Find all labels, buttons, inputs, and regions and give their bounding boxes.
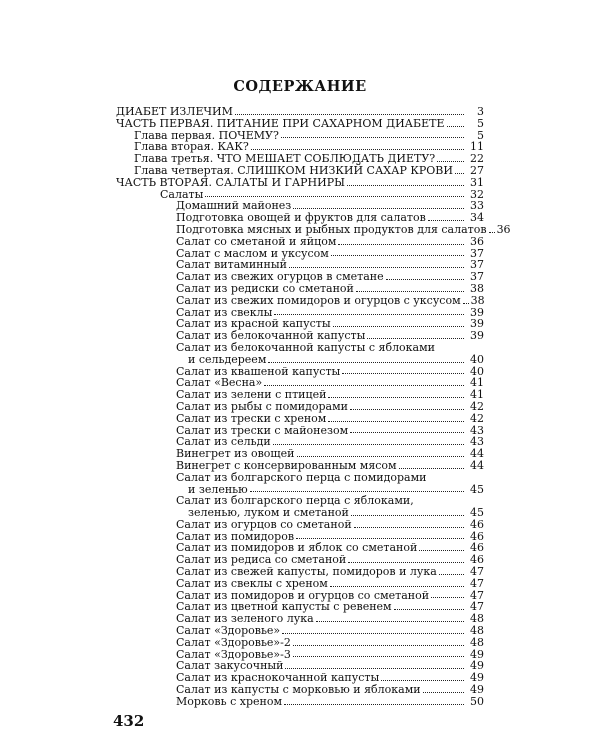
toc-entry-label: Салат из редиса со сметаной [176,553,347,567]
toc-entry [116,222,511,236]
page-title: СОДЕРЖАНИЕ [233,78,367,95]
toc-entry-label: Салат из квашеной капусты [176,364,341,378]
toc-entry-label: Салат из свежих огурцов в сметане [176,270,384,284]
toc-entry-label: Салат из огурцов со сметаной [176,517,352,531]
dot-leader [399,468,464,469]
dot-leader [251,149,464,150]
toc-entry-label: Подготовка мясных и рыбных продуктов для салатов [176,222,487,236]
toc-entry [116,366,484,378]
toc-entry [116,460,484,472]
toc-entry [116,578,484,590]
toc-entry-page: 49 [470,647,484,661]
dot-leader [342,373,464,374]
toc-entry-label: Глава третья. ЧТО МЕШАЕТ СОБЛЮДАТЬ ДИЕТУ? [134,152,436,166]
toc-entry-label: Салат из свежей капусты, помидоров и лука [176,565,437,579]
dot-leader [316,621,464,622]
toc-entry [116,236,484,248]
toc-entry-label: Домашний майонез [176,199,292,213]
toc-entry-label: ЧАСТЬ ПЕРВАЯ. ПИТАНИЕ ПРИ САХАРНОМ ДИАБЕТЕ [116,116,445,130]
dot-leader [328,397,464,398]
toc-entry-page: 40 [470,364,484,378]
dot-leader [330,586,464,587]
toc-entry-page: 22 [470,152,484,166]
dot-leader [394,609,464,610]
dot-leader [297,456,465,457]
toc-entry [116,425,484,437]
toc-entry [116,189,484,201]
toc-entry-label: Салат из болгарского перца с яблоками, [176,494,414,508]
toc-entry-label: Салат из трески с хреном [176,411,327,425]
toc-entry-page: 44 [470,458,484,472]
toc-entry-page: 40 [470,352,484,366]
dot-leader [431,597,464,598]
toc-entry-page: 27 [470,163,484,177]
dot-leader [274,314,464,315]
table-of-contents [116,105,511,708]
toc-entry-page: 43 [470,423,484,437]
toc-entry-page: 45 [470,482,484,496]
toc-entry-page: 47 [470,588,484,602]
toc-entry [116,283,484,295]
toc-entry [116,696,484,708]
toc-entry-label: Салат из болгарского перца с помидорами [176,470,427,484]
toc-entry-page: 45 [470,506,484,520]
toc-entry-page: 33 [470,199,484,213]
toc-entry-label: Салат «Здоровье»-3 [176,647,291,661]
dot-leader [419,550,464,551]
toc-entry-label: Глава вторая. КАК? [134,140,249,154]
toc-entry [116,625,484,637]
toc-entry-page: 34 [470,211,484,225]
toc-entry-label: Салат из помидоров и огурцов со сметаной [176,588,430,602]
toc-entry-page: 36 [470,234,484,248]
toc-entry-page: 3 [477,105,484,118]
dot-leader [205,196,464,197]
dot-leader [381,680,464,681]
toc-entry [116,118,484,130]
toc-entry [116,342,484,354]
toc-entry-page: 46 [470,541,484,555]
dot-leader [328,421,464,422]
toc-entry-label: Салат из красной капусты [176,317,331,331]
toc-entry-page: 42 [470,411,484,425]
dot-leader [282,633,464,634]
toc-entry-label: Салат из свеклы [176,305,273,319]
toc-entry-label: Салат из трески с майонезом [176,423,349,437]
toc-entry [116,613,484,625]
toc-entry [116,472,484,484]
toc-entry-page: 39 [470,305,484,319]
toc-entry-label: Салат с маслом и уксусом [176,246,329,260]
toc-entry-label: Винегрет с консервированным мясом [176,458,397,472]
toc-entry-label: и зеленью [188,482,248,496]
dot-leader [428,220,464,221]
toc-entry-page: 38 [470,281,484,295]
toc-entry-label: Салаты [160,187,204,201]
toc-entry-label: Салат со сметаной и яйцом [176,234,337,248]
toc-entry-label: Салат из рыбы с помидорами [176,399,348,413]
toc-entry-label: Салат из сельди [176,435,271,449]
toc-entry-page: 48 [470,612,484,626]
toc-entry-page: 47 [470,565,484,579]
toc-entry-page: 37 [470,270,484,284]
toc-entry-label: Салат из помидоров и яблок со сметаной [176,541,418,555]
toc-entry-label: ЧАСТЬ ВТОРАЯ. САЛАТЫ И ГАРНИРЫ [116,175,345,189]
toc-entry-page: 49 [470,671,484,685]
toc-entry-label: ДИАБЕТ ИЗЛЕЧИМ [116,105,233,118]
toc-entry-page: 31 [470,175,484,189]
dot-leader [489,232,495,233]
toc-entry-page: 37 [470,258,484,272]
dot-leader [338,244,464,245]
dot-leader [333,326,464,327]
toc-entry-label: Салат из белокочанной капусты с яблоками [176,340,435,354]
page-number: 432 [113,712,145,730]
toc-entry-page: 48 [470,624,484,638]
dot-leader [281,137,464,138]
dot-leader [293,208,464,209]
toc-entry-label: Подготовка овощей и фруктов для салатов [176,211,426,225]
dot-leader [386,279,464,280]
dot-leader [354,527,464,528]
toc-entry [116,401,484,413]
toc-entry [116,248,484,260]
toc-entry-label: Салат из белокочанной капусты [176,329,366,343]
toc-entry-label: Салат из свежих помидоров и огурцов с уксусом [176,293,461,307]
toc-entry [116,165,484,177]
dot-leader [437,161,464,162]
toc-entry-label: Салат «Здоровье»-2 [176,635,291,649]
dot-leader [285,668,464,669]
toc-entry-page: 37 [470,246,484,260]
toc-entry [116,637,484,649]
dot-leader [268,362,464,363]
dot-leader [351,515,464,516]
toc-entry-label: Салат «Весна» [176,376,263,390]
dot-leader [348,562,464,563]
toc-entry-page: 49 [470,683,484,697]
toc-entry-label: Салат «Здоровье» [176,624,281,638]
toc-entry-label: Винегрет из овощей [176,447,295,461]
dot-leader [347,185,464,186]
toc-entry-page: 47 [470,600,484,614]
toc-entry-page: 42 [470,399,484,413]
toc-entry-page: 46 [470,517,484,531]
toc-entry-label: Глава четвертая. СЛИШКОМ НИЗКИЙ САХАР КРОВИ [134,163,453,177]
toc-entry [116,177,484,189]
toc-entry-page: 43 [470,435,484,449]
dot-leader [273,444,464,445]
dot-leader [293,656,464,657]
toc-entry-label: зеленью, луком и сметаной [188,506,349,520]
toc-entry-page: 5 [477,128,484,142]
toc-entry-label: Салат из капусты с морковью и яблоками [176,683,421,697]
toc-entry-page: 39 [470,329,484,343]
dot-leader [250,491,464,492]
toc-entry-page: 46 [470,529,484,543]
toc-entry-page: 41 [470,376,484,390]
dot-leader [367,338,464,339]
dot-leader [356,291,464,292]
toc-entry-page: 47 [470,576,484,590]
toc-entry-page: 49 [470,659,484,673]
dot-leader [447,126,465,127]
toc-entry-label: Салат из цветной капусты с ревенем [176,600,392,614]
toc-entry [116,519,484,531]
dot-leader [331,255,464,256]
toc-entry-page: 36 [496,222,511,236]
toc-entry-page: 44 [470,447,484,461]
toc-entry-page: 5 [477,116,484,130]
toc-entry [116,295,484,307]
toc-entry-label: Салат из помидоров [176,529,295,543]
toc-entry-label: Салат из свеклы с хреном [176,576,328,590]
toc-entry-label: Салат из редиски со сметаной [176,281,354,295]
dot-leader [235,114,464,115]
toc-entry-page: 48 [470,635,484,649]
toc-entry-page: 41 [470,388,484,402]
toc-entry-label: Глава первая. ПОЧЕМУ? [134,128,279,142]
toc-entry-page: 38 [470,293,485,307]
dot-leader [296,538,464,539]
toc-entry-page: 46 [470,553,484,567]
toc-entry [116,413,484,425]
toc-entry-label: и сельдереем [188,352,267,366]
toc-entry [116,436,484,448]
dot-leader [439,574,464,575]
dot-leader [455,173,464,174]
dot-leader [284,704,464,705]
toc-entry-label: Салат витаминный [176,258,287,272]
toc-entry-label: Салат закусочный [176,659,284,673]
dot-leader [423,692,464,693]
toc-entry-label: Салат из зелени с птицей [176,388,327,402]
toc-entry [116,684,484,696]
dot-leader [350,432,464,433]
toc-entry-label: Салат из зеленого лука [176,612,314,626]
dot-leader [463,303,469,304]
toc-entry-page: 32 [470,187,484,201]
toc-entry [116,649,484,661]
toc-entry-label: Морковь с хреном [176,694,283,708]
dot-leader [293,645,464,646]
dot-leader [350,409,464,410]
toc-entry-page: 39 [470,317,484,331]
dot-leader [289,267,464,268]
dot-leader [264,385,464,386]
toc-entry-page: 11 [470,140,484,154]
toc-entry-label: Салат из краснокочанной капусты [176,671,380,685]
toc-entry [116,354,484,366]
toc-entry-page: 50 [470,694,484,708]
